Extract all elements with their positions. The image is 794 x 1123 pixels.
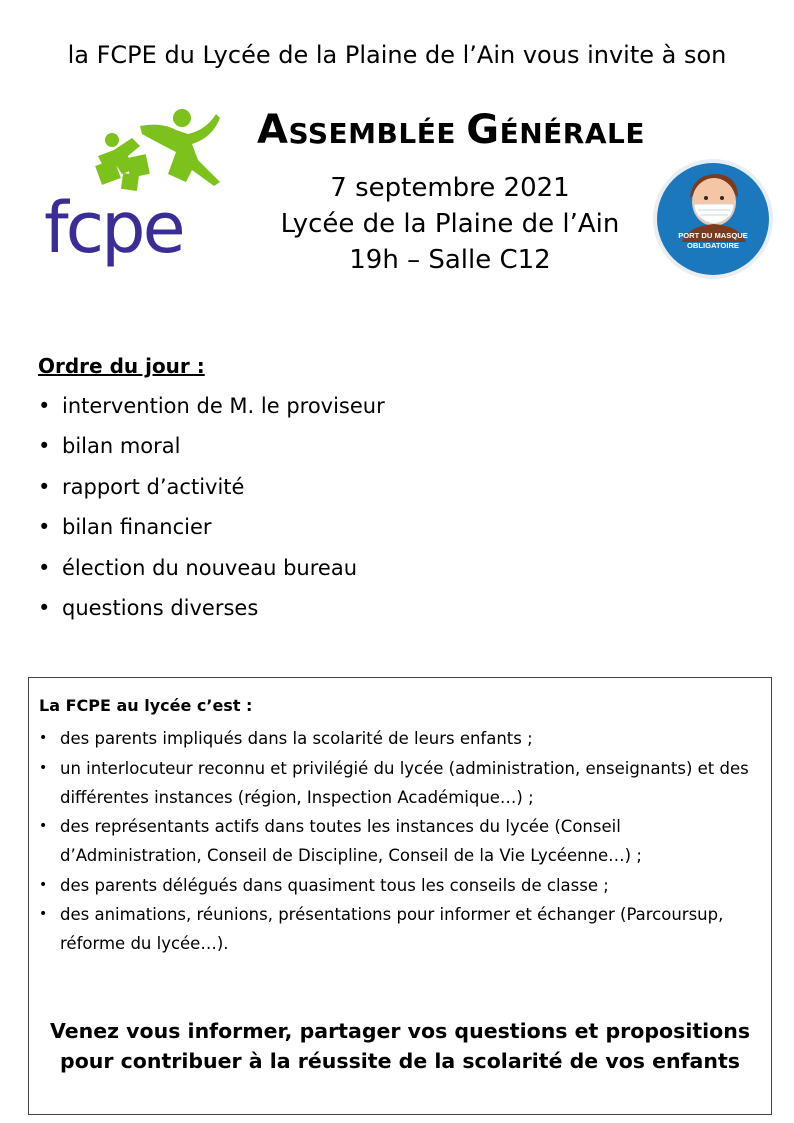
- list-item: • questions diverses: [38, 588, 385, 628]
- call-to-action: [29, 1016, 771, 1076]
- badge-line2: OBLIGATOIRE: [686, 241, 740, 250]
- event-time-room: 19h – Salle C12: [349, 245, 551, 275]
- event-place: Lycée de la Plaine de l’Ain: [280, 209, 620, 239]
- cta-line: Venez vous informer, partager vos questions et propositions: [49, 1019, 751, 1043]
- agenda-heading: Ordre du jour :: [38, 354, 205, 378]
- invitation-text: la FCPE du Lycée de la Plaine de l’Ain vous invite à son: [67, 41, 727, 69]
- event-details: [250, 170, 650, 278]
- event-date: 7 septembre 2021: [330, 173, 570, 203]
- list-item: • des représentants actifs dans toutes les instances du lycée (Conseil d’Administration, Conseil de Discipline, Conseil de la Vie Lycéenne…) ;: [39, 812, 751, 870]
- face-mask-icon: [652, 158, 774, 280]
- list-item: • des parents délégués dans quasiment tous les conseils de classe ;: [39, 871, 751, 900]
- list-item: • intervention de M. le proviseur: [38, 386, 385, 426]
- agenda-list: [38, 386, 385, 628]
- fcpe-logo-text: fcpe: [44, 187, 183, 269]
- info-box: [28, 677, 772, 1115]
- badge-line1: PORT DU MASQUE: [678, 231, 748, 240]
- list-item: • des parents impliqués dans la scolarité de leurs enfants ;: [39, 724, 751, 753]
- list-item: • bilan moral: [38, 426, 385, 466]
- cta-line: pour contribuer à la réussite de la scolarité de vos enfants: [60, 1049, 740, 1073]
- list-item: • un interlocuteur reconnu et privilégié du lycée (administration, enseignants) et des différentes instances (région, Inspection Académique…) ;: [39, 754, 751, 812]
- info-box-title: La FCPE au lycée c’est :: [39, 696, 253, 715]
- list-item: • des animations, réunions, présentations pour informer et échanger (Parcoursup, réforme du lycée…).: [39, 900, 751, 958]
- page-title: ASSEMBLÉE GÉNÉRALE: [257, 107, 645, 153]
- list-item: • rapport d’activité: [38, 467, 385, 507]
- info-list: [39, 724, 751, 959]
- list-item: • bilan financier: [38, 507, 385, 547]
- fcpe-logo-icon: [36, 104, 222, 280]
- list-item: • élection du nouveau bureau: [38, 548, 385, 588]
